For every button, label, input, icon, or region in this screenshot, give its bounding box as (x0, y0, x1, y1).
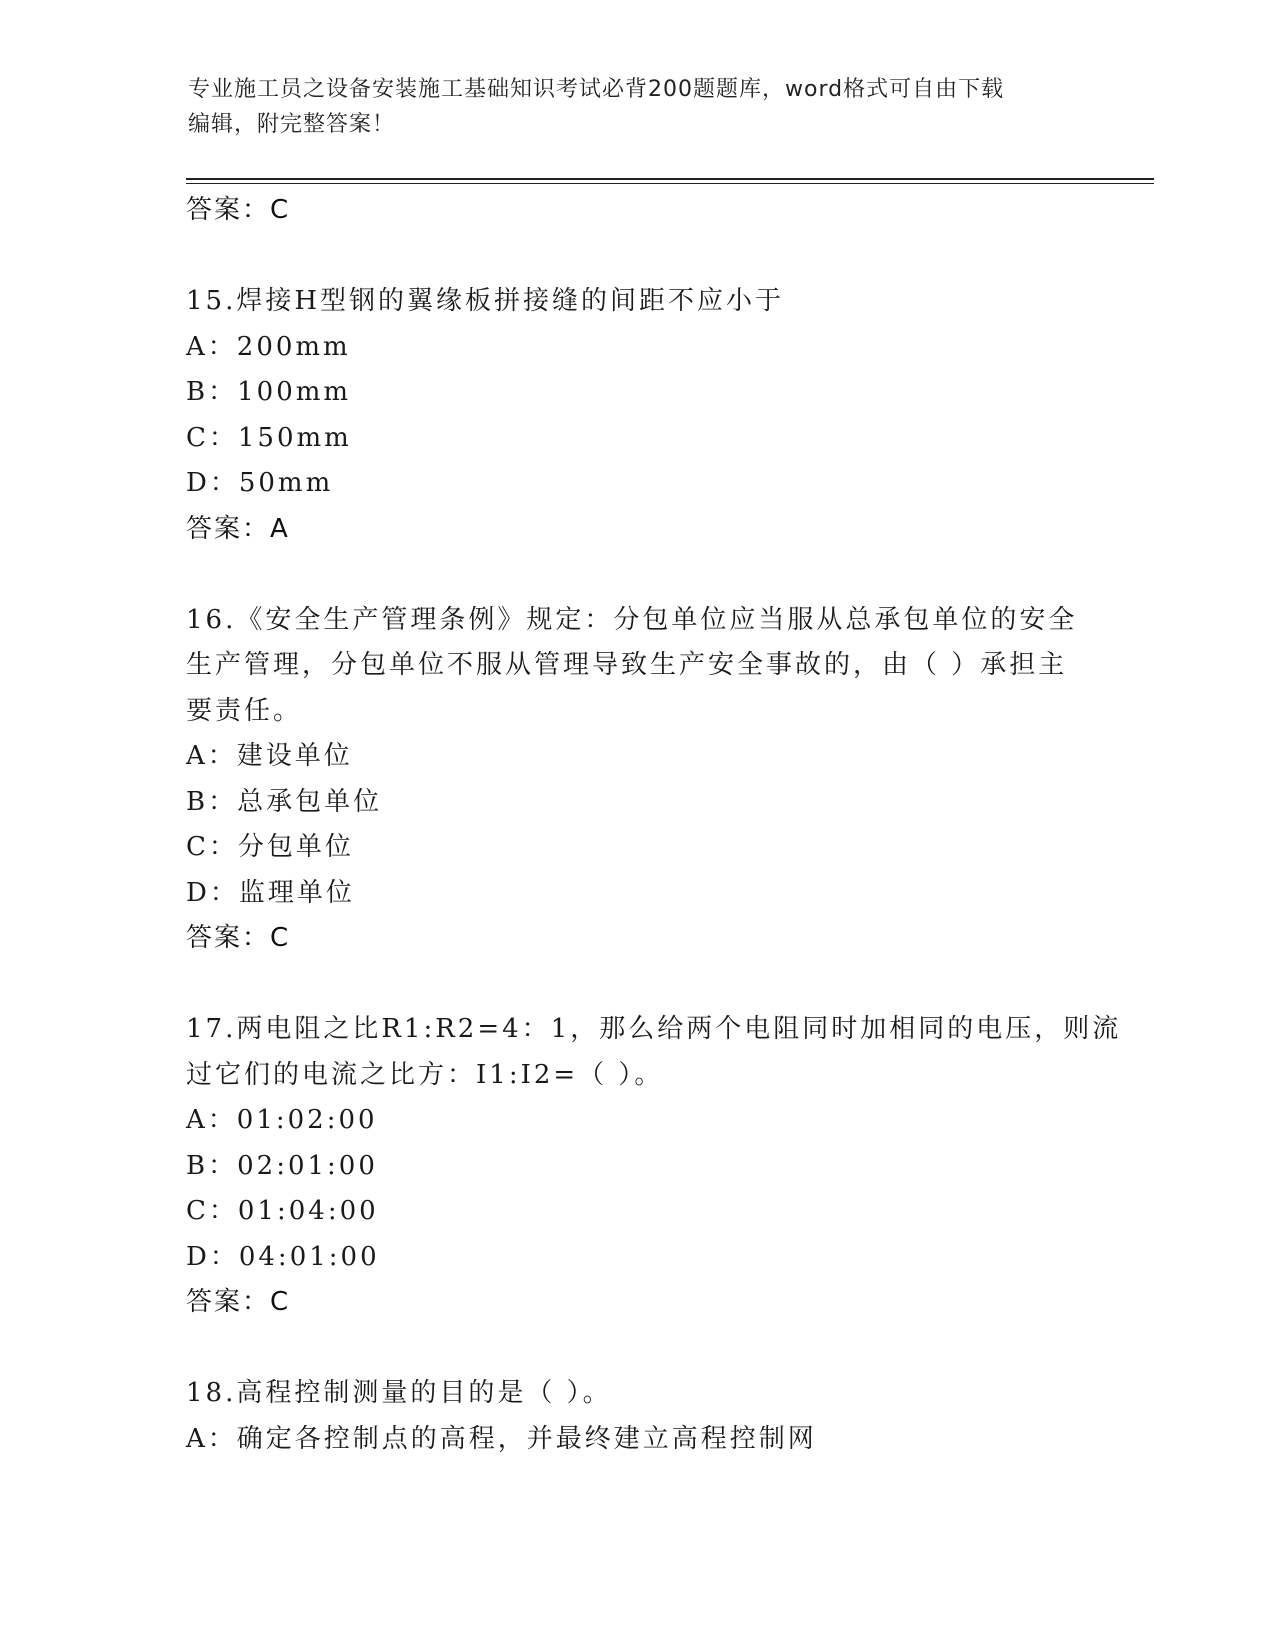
header-rule-thick (186, 178, 1154, 180)
answer: 答案：C (186, 923, 291, 953)
spacer (186, 552, 1086, 598)
spacer (186, 1326, 1086, 1372)
option-c: C：150mm (186, 422, 352, 453)
option-a: A：200mm (186, 331, 351, 362)
question-18 (186, 1371, 1086, 1462)
option-b: B：总承包单位 (186, 786, 383, 817)
option-c: C：分包单位 (186, 832, 354, 862)
question-stem: 15.焊接H型钢的翼缘板拼接缝的间距不应小于 (186, 286, 785, 316)
document-header (188, 72, 1088, 142)
document-body (186, 188, 1122, 1462)
question-15 (186, 279, 1086, 552)
option-d: D：50mm (186, 468, 334, 498)
option-d: D：监理单位 (186, 877, 355, 908)
spacer (186, 962, 1086, 1008)
answer: 答案：A (186, 513, 290, 544)
question-17 (186, 1007, 1122, 1326)
option-b: B：100mm (186, 377, 352, 407)
option-c: C：01:04:00 (186, 1196, 379, 1226)
header-rule-thin (186, 183, 1154, 184)
question-stem-line-1: 17.两电阻之比R1:R2=4：1，那么给两个电阻同时加相同的电压，则流 (186, 1014, 1122, 1044)
question-stem-line-1: 16.《安全生产管理条例》规定：分包单位应当服从总承包单位的安全 (186, 604, 1078, 635)
question-stem-line-2: 过它们的电流之比方：I1:I2=（ ）。 (186, 1059, 664, 1090)
answer: 答案：C (186, 1287, 291, 1317)
question-16 (186, 598, 1086, 962)
question-stem-line-3: 要责任。 (186, 695, 303, 726)
option-d: D：04:01:00 (186, 1241, 380, 1272)
question-stem: 18.高程控制测量的目的是（ ）。 (186, 1378, 612, 1408)
option-b: B：02:01:00 (186, 1150, 378, 1181)
previous-answer: 答案：C (186, 195, 291, 225)
spacer (186, 234, 1086, 280)
option-a: A：建设单位 (186, 741, 353, 771)
question-stem-line-2: 生产管理，分包单位不服从管理导致生产安全事故的，由（ ）承担主 (186, 650, 1068, 680)
header-line-1: 专业施工员之设备安装施工基础知识考试必背200题题库，word格式可自由下载 (188, 77, 1005, 102)
option-a: A：确定各控制点的高程，并最终建立高程控制网 (186, 1423, 817, 1454)
header-line-2: 编辑，附完整答案！ (188, 112, 396, 137)
option-a: A：01:02:00 (186, 1105, 378, 1135)
